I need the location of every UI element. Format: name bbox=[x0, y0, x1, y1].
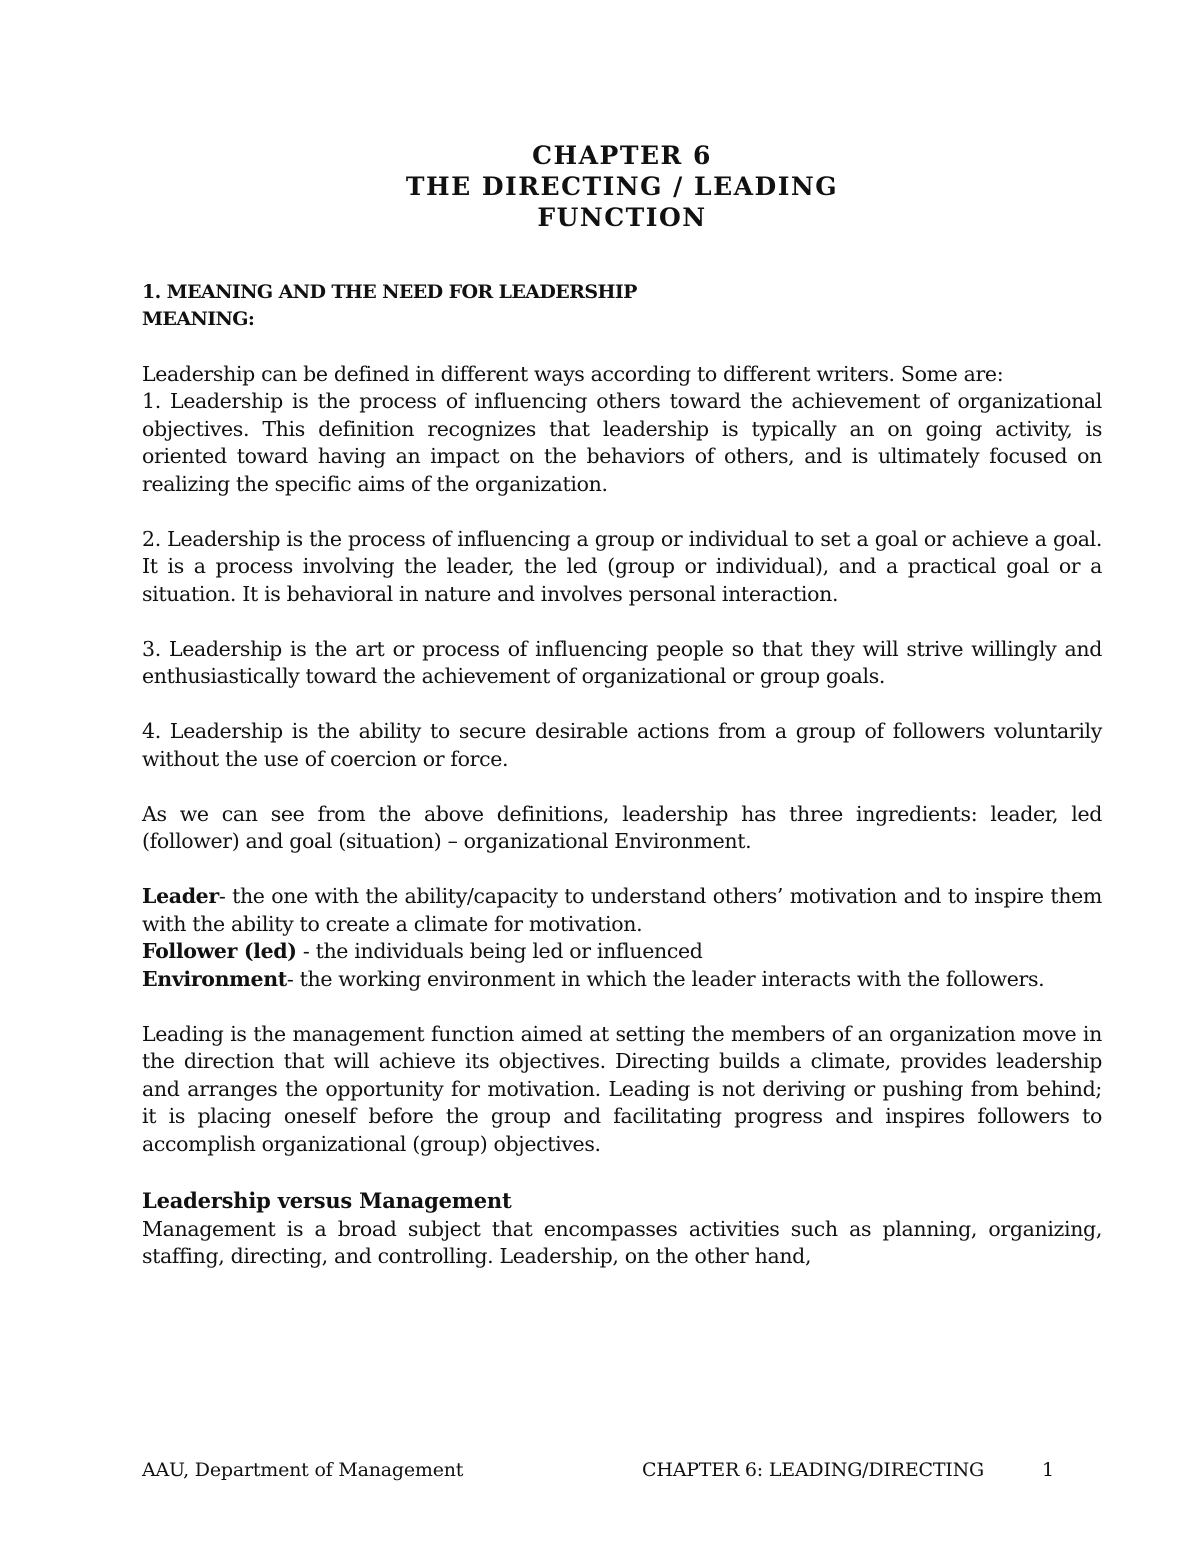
term-follower bbox=[142, 938, 1102, 966]
lvm-heading: Leadership versus Management bbox=[142, 1187, 512, 1213]
spacer bbox=[142, 333, 1102, 361]
chapter-title-line-2: THE DIRECTING / LEADING bbox=[405, 172, 839, 201]
intro-paragraph: Leadership can be defined in different ways according to different writers. Some are: bbox=[142, 361, 1004, 386]
spacer bbox=[142, 993, 1102, 1021]
definition-2: 2. Leadership is the process of influencing a group or individual to set a goal or achieve a goal. It is a process involving the leader, the led (group or individual), and a practical goal or a situation. It is behavioral in nature and involves personal interaction. bbox=[142, 526, 1102, 606]
definition-1: 1. Leadership is the process of influencing others toward the achievement of organizational objectives. This definition recognizes that leadership is typically an on going activity, is oriented toward having an impact on the behaviors of others, and is ultimately focused on realizing the specific aims of the organization. bbox=[142, 389, 1102, 496]
footer-page-number: 1 bbox=[1042, 1459, 1054, 1481]
leading-paragraph: Leading is the management function aimed at setting the members of an organization move in the direction that will achieve its objectives. Directing builds a climate, provides leadership and arranges the opportunity for motivation. Leading is not deriving or pushing from behind; it is placing oneself before the group and facilitating progress and inspires followers to accomplish organizational (group) objectives. bbox=[142, 1021, 1102, 1156]
term-environment-definition: - the working environment in which the leader interacts with the followers. bbox=[286, 966, 1045, 991]
chapter-title-line-1: CHAPTER 6 bbox=[532, 141, 712, 170]
spacer bbox=[142, 608, 1102, 636]
chapter-title bbox=[142, 140, 1102, 233]
spacer bbox=[142, 1158, 1102, 1186]
term-environment-label: Environment bbox=[142, 966, 287, 991]
footer-department: AAU, Department of Management bbox=[142, 1459, 464, 1481]
footer-chapter: CHAPTER 6: LEADING/DIRECTING bbox=[642, 1459, 985, 1481]
term-environment bbox=[142, 966, 1102, 994]
spacer bbox=[142, 773, 1102, 801]
spacer bbox=[142, 691, 1102, 719]
definition-3: 3. Leadership is the art or process of influencing people so that they will strive willingly and enthusiastically toward the achievement of organizational or group goals. bbox=[142, 636, 1102, 688]
section-heading: 1. MEANING AND THE NEED FOR LEADERSHIP bbox=[142, 281, 637, 303]
term-leader bbox=[142, 883, 1102, 938]
term-follower-definition: - the individuals being led or influenced bbox=[296, 939, 703, 963]
term-follower-label: Follower (led) bbox=[142, 939, 297, 963]
definition-4: 4. Leadership is the ability to secure desirable actions from a group of followers voluntarily without the use of coercion or force. bbox=[142, 719, 1102, 771]
lvm-paragraph: Management is a broad subject that encompasses activities such as planning, organizing, staffing, directing, and controlling. Leadership, on the other hand, bbox=[142, 1216, 1102, 1268]
spacer bbox=[142, 856, 1102, 884]
page-content bbox=[142, 140, 1102, 1271]
section-subheading: MEANING: bbox=[142, 308, 255, 330]
chapter-title-line-3: FUNCTION bbox=[537, 203, 707, 232]
spacer bbox=[142, 498, 1102, 526]
term-leader-label: Leader bbox=[142, 884, 219, 908]
term-leader-definition: - the one with the ability/capacity to understand others’ motivation and to inspire them with the ability to create a climate for motivation. bbox=[142, 884, 1102, 936]
ingredients-paragraph: As we can see from the above definitions, leadership has three ingredients: leader, led (follower) and goal (situation) – organizational Environment. bbox=[142, 801, 1102, 853]
